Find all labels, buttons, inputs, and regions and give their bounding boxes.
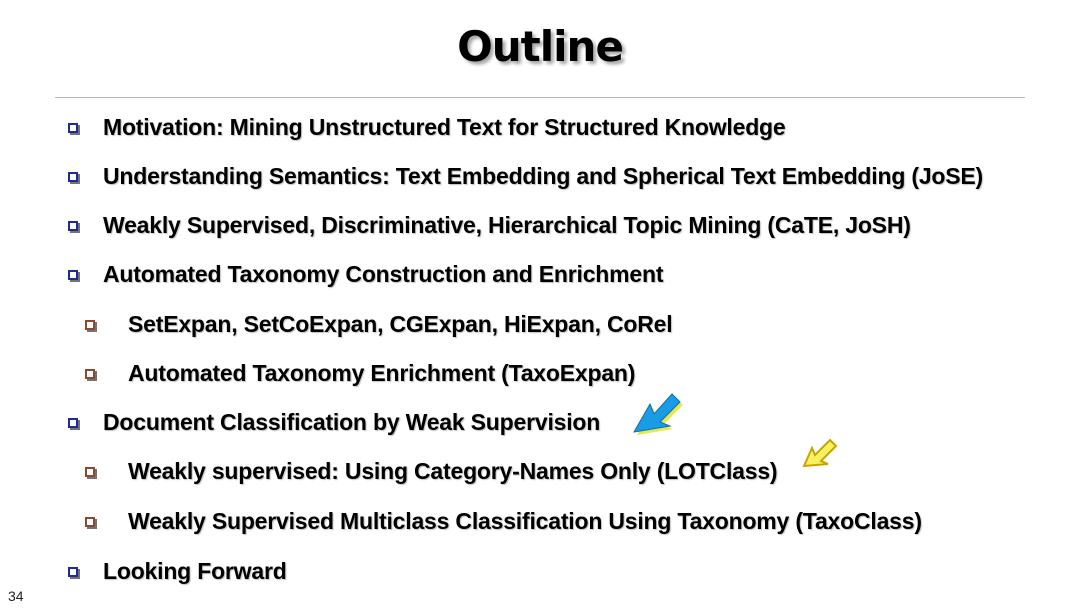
- square-bullet-icon: [68, 270, 78, 280]
- outline-subitem: [128, 456, 777, 486]
- outline-item-text: Understanding Semantics: Text Embedding and Spherical Text Embedding (JoSE): [103, 162, 984, 189]
- outline-item-text: Document Classification by Weak Supervision: [103, 408, 601, 435]
- title-divider: [55, 97, 1025, 98]
- outline-item: [103, 259, 663, 289]
- outline-item: [103, 161, 983, 191]
- outline-item-text: Looking Forward: [103, 557, 287, 584]
- square-bullet-icon: [85, 320, 95, 330]
- square-bullet-icon: [68, 567, 78, 577]
- outline-item: [103, 210, 911, 240]
- square-bullet-icon: [68, 221, 78, 231]
- outline-subitem: [128, 309, 672, 339]
- outline-subitem: [128, 358, 635, 388]
- square-bullet-icon: [85, 369, 95, 379]
- square-bullet-icon: [68, 172, 78, 182]
- outline-subitem: [128, 506, 922, 536]
- yellow-arrow-icon: [800, 436, 840, 472]
- outline-subitem-text: Weakly Supervised Multiclass Classification Using Taxonomy (TaxoClass): [128, 507, 922, 534]
- square-bullet-icon: [68, 418, 78, 428]
- blue-arrow-icon: [628, 388, 684, 440]
- outline-item-text: Weakly Supervised, Discriminative, Hierarchical Topic Mining (CaTE, JoSH): [103, 211, 911, 238]
- square-bullet-icon: [85, 467, 95, 477]
- outline-subitem-text: SetExpan, SetCoExpan, CGExpan, HiExpan, CoRel: [128, 310, 673, 337]
- square-bullet-icon: [85, 517, 95, 527]
- outline-item-text: Motivation: Mining Unstructured Text for Structured Knowledge: [103, 113, 786, 140]
- square-bullet-icon: [68, 123, 78, 133]
- outline-item: [103, 407, 600, 437]
- page-number: 34: [8, 588, 24, 604]
- outline-item: [103, 556, 287, 586]
- outline-subitem-text: Weakly supervised: Using Category-Names Only (LOTClass): [128, 457, 778, 484]
- outline-item: [103, 112, 785, 142]
- outline-item-text: Automated Taxonomy Construction and Enrichment: [103, 260, 664, 287]
- outline-subitem-text: Automated Taxonomy Enrichment (TaxoExpan): [128, 359, 636, 386]
- slide-title: Outline: [457, 22, 623, 71]
